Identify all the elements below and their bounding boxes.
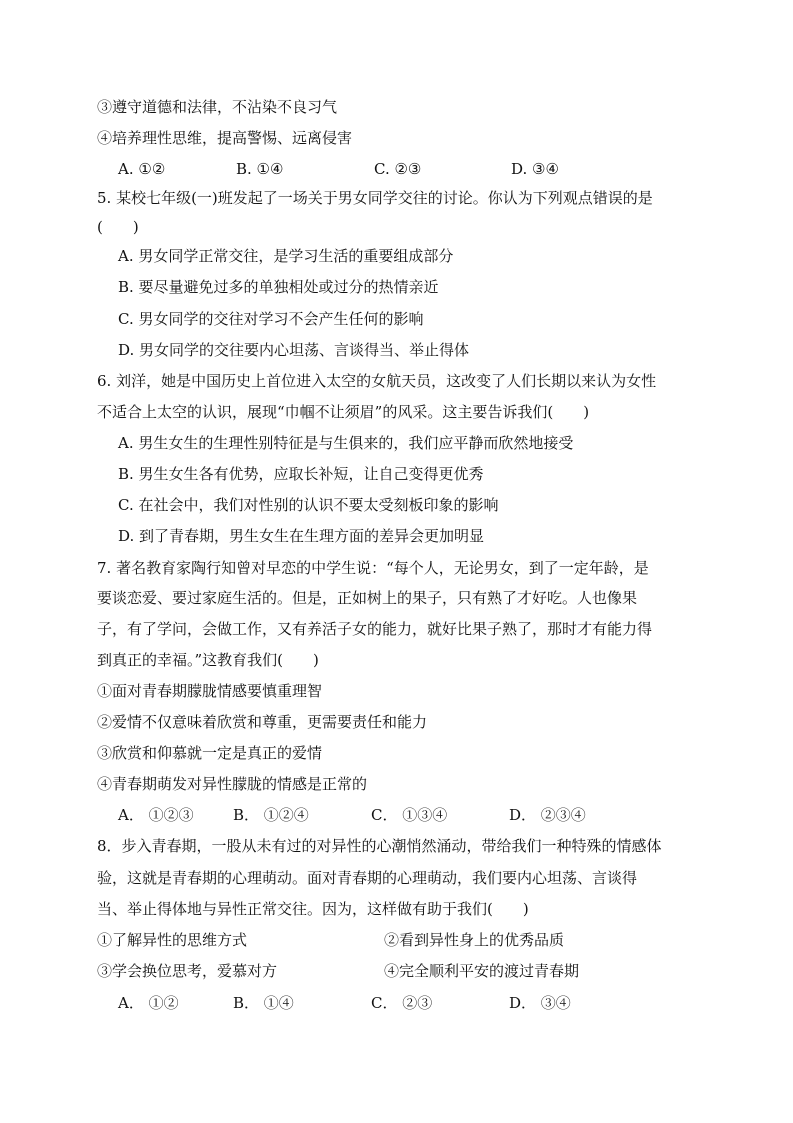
q8-statement-1: ①了解异性的思维方式 — [97, 931, 248, 949]
statement-4: ④培养理性思维，提高警惕、远离侵害 — [97, 129, 353, 147]
q5-option-d: D. 男女同学的交往要内心坦荡、言谈得当、举止得体 — [118, 341, 470, 359]
q7-statement-4: ④青春期萌发对异性朦胧的情感是正常的 — [97, 775, 368, 793]
q7-option-a: A． ①②③ — [118, 806, 194, 824]
q6-option-a: A. 男生女生的生理性别特征是与生俱来的，我们应平静而欣然地接受 — [118, 434, 574, 452]
q7-option-d: D． ②③④ — [509, 806, 586, 824]
q7-option-b: B． ①②④ — [233, 806, 309, 824]
q8-statement-3: ③学会换位思考，爱慕对方 — [97, 962, 278, 980]
q7-statement-1: ①面对青春期朦胧情感要慎重理智 — [97, 682, 323, 700]
q8-stem-line-3: 当、举止得体地与异性正常交往。因为，这样做有助于我们( ) — [97, 900, 529, 918]
q6-stem-line-1: 6. 刘洋，她是中国历史上首位进入太空的女航天员，这改变了人们长期以来认为女性 — [97, 372, 657, 390]
q7-stem-line-1: 7. 著名教育家陶行知曾对早恋的中学生说：“每个人，无论男女，到了一定年龄，是 — [97, 559, 649, 577]
q8-option-b: B． ①④ — [233, 994, 294, 1012]
option-d: D. ③④ — [511, 160, 559, 178]
q8-option-a: A． ①② — [118, 994, 179, 1012]
q7-statement-3: ③欣赏和仰慕就一定是真正的爱情 — [97, 744, 323, 762]
q7-statement-2: ②爱情不仅意味着欣赏和尊重，更需要责任和能力 — [97, 713, 428, 731]
option-c: C. ②③ — [374, 160, 422, 178]
q8-stem-line-2: 验，这就是青春期的心理萌动。面对青春期的心理萌动，我们要内心坦荡、言谈得 — [97, 869, 638, 887]
q5-option-b: B. 要尽量避免过多的单独相处或过分的热情亲近 — [118, 278, 439, 296]
statement-3: ③遵守道德和法律，不沾染不良习气 — [97, 98, 338, 116]
q7-stem-line-3: 子，有了学问，会做工作，又有养活子女的能力，就好比果子熟了，那时才有能力得 — [97, 620, 653, 638]
option-b: B. ①④ — [236, 160, 284, 178]
q6-option-d: D. 到了青春期，男生女生在生理方面的差异会更加明显 — [118, 527, 485, 545]
q5-option-c: C. 男女同学的交往对学习不会产生任何的影响 — [118, 310, 424, 328]
q7-stem-line-4: 到真正的幸福。”这教育我们( ) — [97, 651, 319, 669]
q5-option-a: A. 男女同学正常交往，是学习生活的重要组成部分 — [118, 247, 454, 265]
q8-stem-line-1: 8．步入青春期，一股从未有过的对异性的心潮悄然涌动，带给我们一种特殊的情感体 — [97, 837, 662, 855]
option-a: A. ①② — [118, 160, 166, 178]
q5-stem-line-2: ( ) — [97, 218, 139, 236]
q7-option-c: C． ①③④ — [371, 806, 448, 824]
q8-option-d: D． ③④ — [509, 994, 571, 1012]
q8-statement-2: ②看到异性身上的优秀品质 — [384, 931, 565, 949]
q6-option-c: C. 在社会中，我们对性别的认识不要太受刻板印象的影响 — [118, 496, 499, 514]
q8-statement-4: ④完全顺利平安的渡过青春期 — [384, 962, 580, 980]
q8-option-c: C． ②③ — [371, 994, 433, 1012]
q5-stem-line-1: 5. 某校七年级(一)班发起了一场关于男女同学交往的讨论。你认为下列观点错误的是 — [97, 189, 653, 207]
q6-stem-line-2: 不适合上太空的认识，展现“巾帼不让须眉”的风采。这主要告诉我们( ) — [97, 403, 590, 421]
q6-option-b: B. 男生女生各有优势，应取长补短，让自己变得更优秀 — [118, 465, 484, 483]
q7-stem-line-2: 要谈恋爱、要过家庭生活的。但是，正如树上的果子，只有熟了才好吃。人也像果 — [97, 589, 638, 607]
